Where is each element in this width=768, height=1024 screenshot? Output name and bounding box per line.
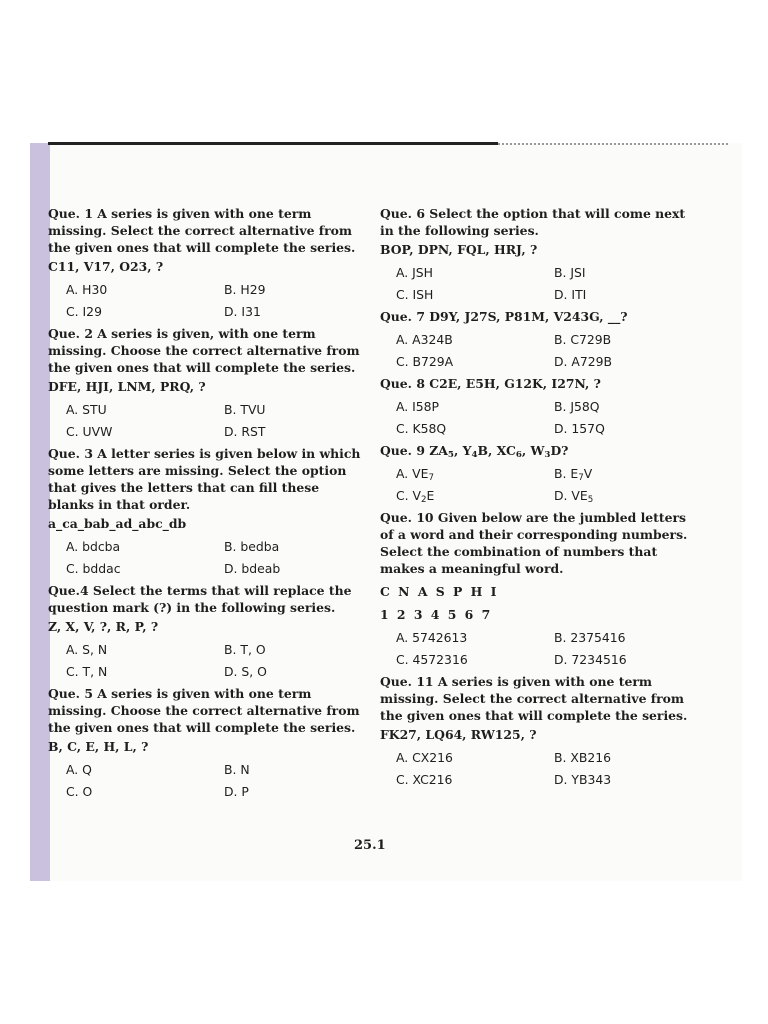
question-sequence: BOP, DPN, FQL, HRJ, ? (380, 242, 538, 257)
option-b: B. bedba (224, 539, 280, 554)
options (380, 463, 702, 507)
question-sequence: C11, V17, O23, ? (48, 259, 164, 274)
option-b: B. N (224, 762, 250, 777)
question-2 (48, 325, 366, 443)
jumbled-letters: C N A S P H I (380, 584, 499, 599)
option-d: D. ITI (554, 287, 587, 302)
question-9 (380, 442, 702, 507)
option-d: D. I31 (224, 304, 261, 319)
question-1 (48, 205, 366, 323)
option-b: B. JSI (554, 265, 586, 280)
option-a: A. 5742613 (396, 630, 468, 645)
option-c: C. ISH (396, 287, 434, 302)
option-d: D. 7234516 (554, 652, 627, 667)
header-rule (48, 142, 498, 145)
question-10 (380, 509, 702, 671)
options (380, 627, 702, 671)
option-c: C. bddac (66, 561, 121, 576)
option-a (380, 463, 538, 485)
options (48, 759, 366, 803)
question-text: Que. 3 A letter series is given below in which some letters are missing. Select the option that gives the letters that can fill these blanks in that order. (48, 446, 361, 512)
question-sequence: a_ca_bab_ad_abc_db (48, 516, 187, 531)
option-a: A. S, N (66, 642, 108, 657)
option-a: A. Q (66, 762, 92, 777)
option-b: B. T, O (224, 642, 266, 657)
question-sequence: Z, X, V, ?, R, P, ? (48, 619, 159, 634)
options (48, 639, 366, 683)
q9-subscript: 4 (471, 450, 478, 461)
option-c (380, 485, 538, 507)
options (48, 536, 366, 580)
question-11 (380, 673, 702, 791)
question-text: Que. 6 Select the option that will come next in the following series. (380, 206, 686, 238)
q9-subscript: 3 (544, 450, 551, 461)
option-d: D. P (224, 784, 249, 799)
option-b: B. C729B (554, 332, 612, 347)
option-text: C. V (396, 488, 422, 503)
option-a: A. H30 (66, 282, 108, 297)
left-column (48, 205, 366, 805)
option-c: C. B729A (396, 354, 454, 369)
option-text: E (426, 488, 435, 503)
q9-part: D? (550, 443, 569, 458)
option-b: B. J58Q (554, 399, 600, 414)
option-d: D. RST (224, 424, 266, 439)
option-c: C. UVW (66, 424, 113, 439)
margin-strip (30, 143, 50, 881)
q9-subscript: 5 (447, 450, 454, 461)
q9-subscript: 6 (515, 450, 522, 461)
option-subscript: 5 (587, 495, 594, 506)
header-rule-dotted (498, 143, 728, 145)
options (48, 399, 366, 443)
option-c: C. I29 (66, 304, 102, 319)
question-8 (380, 375, 702, 440)
option-a: A. A324B (396, 332, 453, 347)
question-sequence: FK27, LQ64, RW125, ? (380, 727, 537, 742)
option-b: B. XB216 (554, 750, 612, 765)
q9-part: B, XC (477, 443, 516, 458)
letter-numbers: 1 2 3 4 5 6 7 (380, 607, 493, 622)
question-sequence: DFE, HJI, LNM, PRQ, ? (48, 379, 206, 394)
question-text: Que. 1 A series is given with one term missing. Select the correct alternative from the given ones that will complete the series. (48, 206, 356, 255)
question-4 (48, 582, 366, 683)
option-a: A. CX216 (396, 750, 453, 765)
option-d (538, 485, 688, 507)
option-d: D. YB343 (554, 772, 612, 787)
option-d: D. A729B (554, 354, 613, 369)
options (380, 329, 702, 373)
options (48, 279, 366, 323)
question-text: Que.4 Select the terms that will replace the question mark (?) in the following series. (48, 583, 352, 615)
question-text (380, 442, 702, 459)
option-text: B. E (554, 466, 579, 481)
options (380, 396, 702, 440)
q9-part: , W (521, 443, 545, 458)
question-text: Que. 5 A series is given with one term missing. Choose the correct alternative from the given ones that will complete the series. (48, 686, 360, 735)
question-5 (48, 685, 366, 803)
options (380, 747, 702, 791)
q9-part: Que. 9 ZA (380, 443, 448, 458)
question-text: Que. 7 D9Y, J27S, P81M, V243G, __? (380, 309, 628, 324)
option-b: B. H29 (224, 282, 266, 297)
question-text: Que. 2 A series is given, with one term missing. Choose the correct alternative from the given ones that will complete the series. (48, 326, 360, 375)
option-d: D. 157Q (554, 421, 605, 436)
right-column (380, 205, 702, 793)
option-c: C. XC216 (396, 772, 453, 787)
option-subscript: 7 (428, 473, 434, 484)
page-number: 25.1 (354, 838, 386, 853)
options (380, 262, 702, 306)
question-text: Que. 11 A series is given with one term missing. Select the correct alternative from the given ones that will complete the series. (380, 674, 688, 723)
option-c: C. T, N (66, 664, 108, 679)
option-subscript: 2 (421, 495, 427, 506)
option-b: B. 2375416 (554, 630, 626, 645)
option-text: A. VE (396, 466, 429, 481)
question-7 (380, 308, 702, 373)
question-text: Que. 8 C2E, E5H, G12K, I27N, ? (380, 376, 601, 391)
question-3 (48, 445, 366, 580)
question-6 (380, 205, 702, 306)
option-a: A. bdcba (66, 539, 121, 554)
option-a: A. STU (66, 402, 107, 417)
option-text: V (583, 466, 593, 481)
option-subscript: 7 (578, 473, 584, 484)
option-b: B. TVU (224, 402, 266, 417)
option-b (538, 463, 688, 485)
option-c: C. O (66, 784, 93, 799)
option-c: C. K58Q (396, 421, 447, 436)
q9-part: , Y (453, 443, 472, 458)
option-d: D. S, O (224, 664, 267, 679)
option-text: D. VE (554, 488, 588, 503)
option-d: D. bdeab (224, 561, 281, 576)
option-c: C. 4572316 (396, 652, 468, 667)
option-a: A. I58P (396, 399, 440, 414)
question-text: Que. 10 Given below are the jumbled letters of a word and their corresponding numbers. Select the combination of numbers that makes a meaningful word. (380, 510, 688, 576)
option-a: A. JSH (396, 265, 433, 280)
question-sequence: B, C, E, H, L, ? (48, 739, 149, 754)
